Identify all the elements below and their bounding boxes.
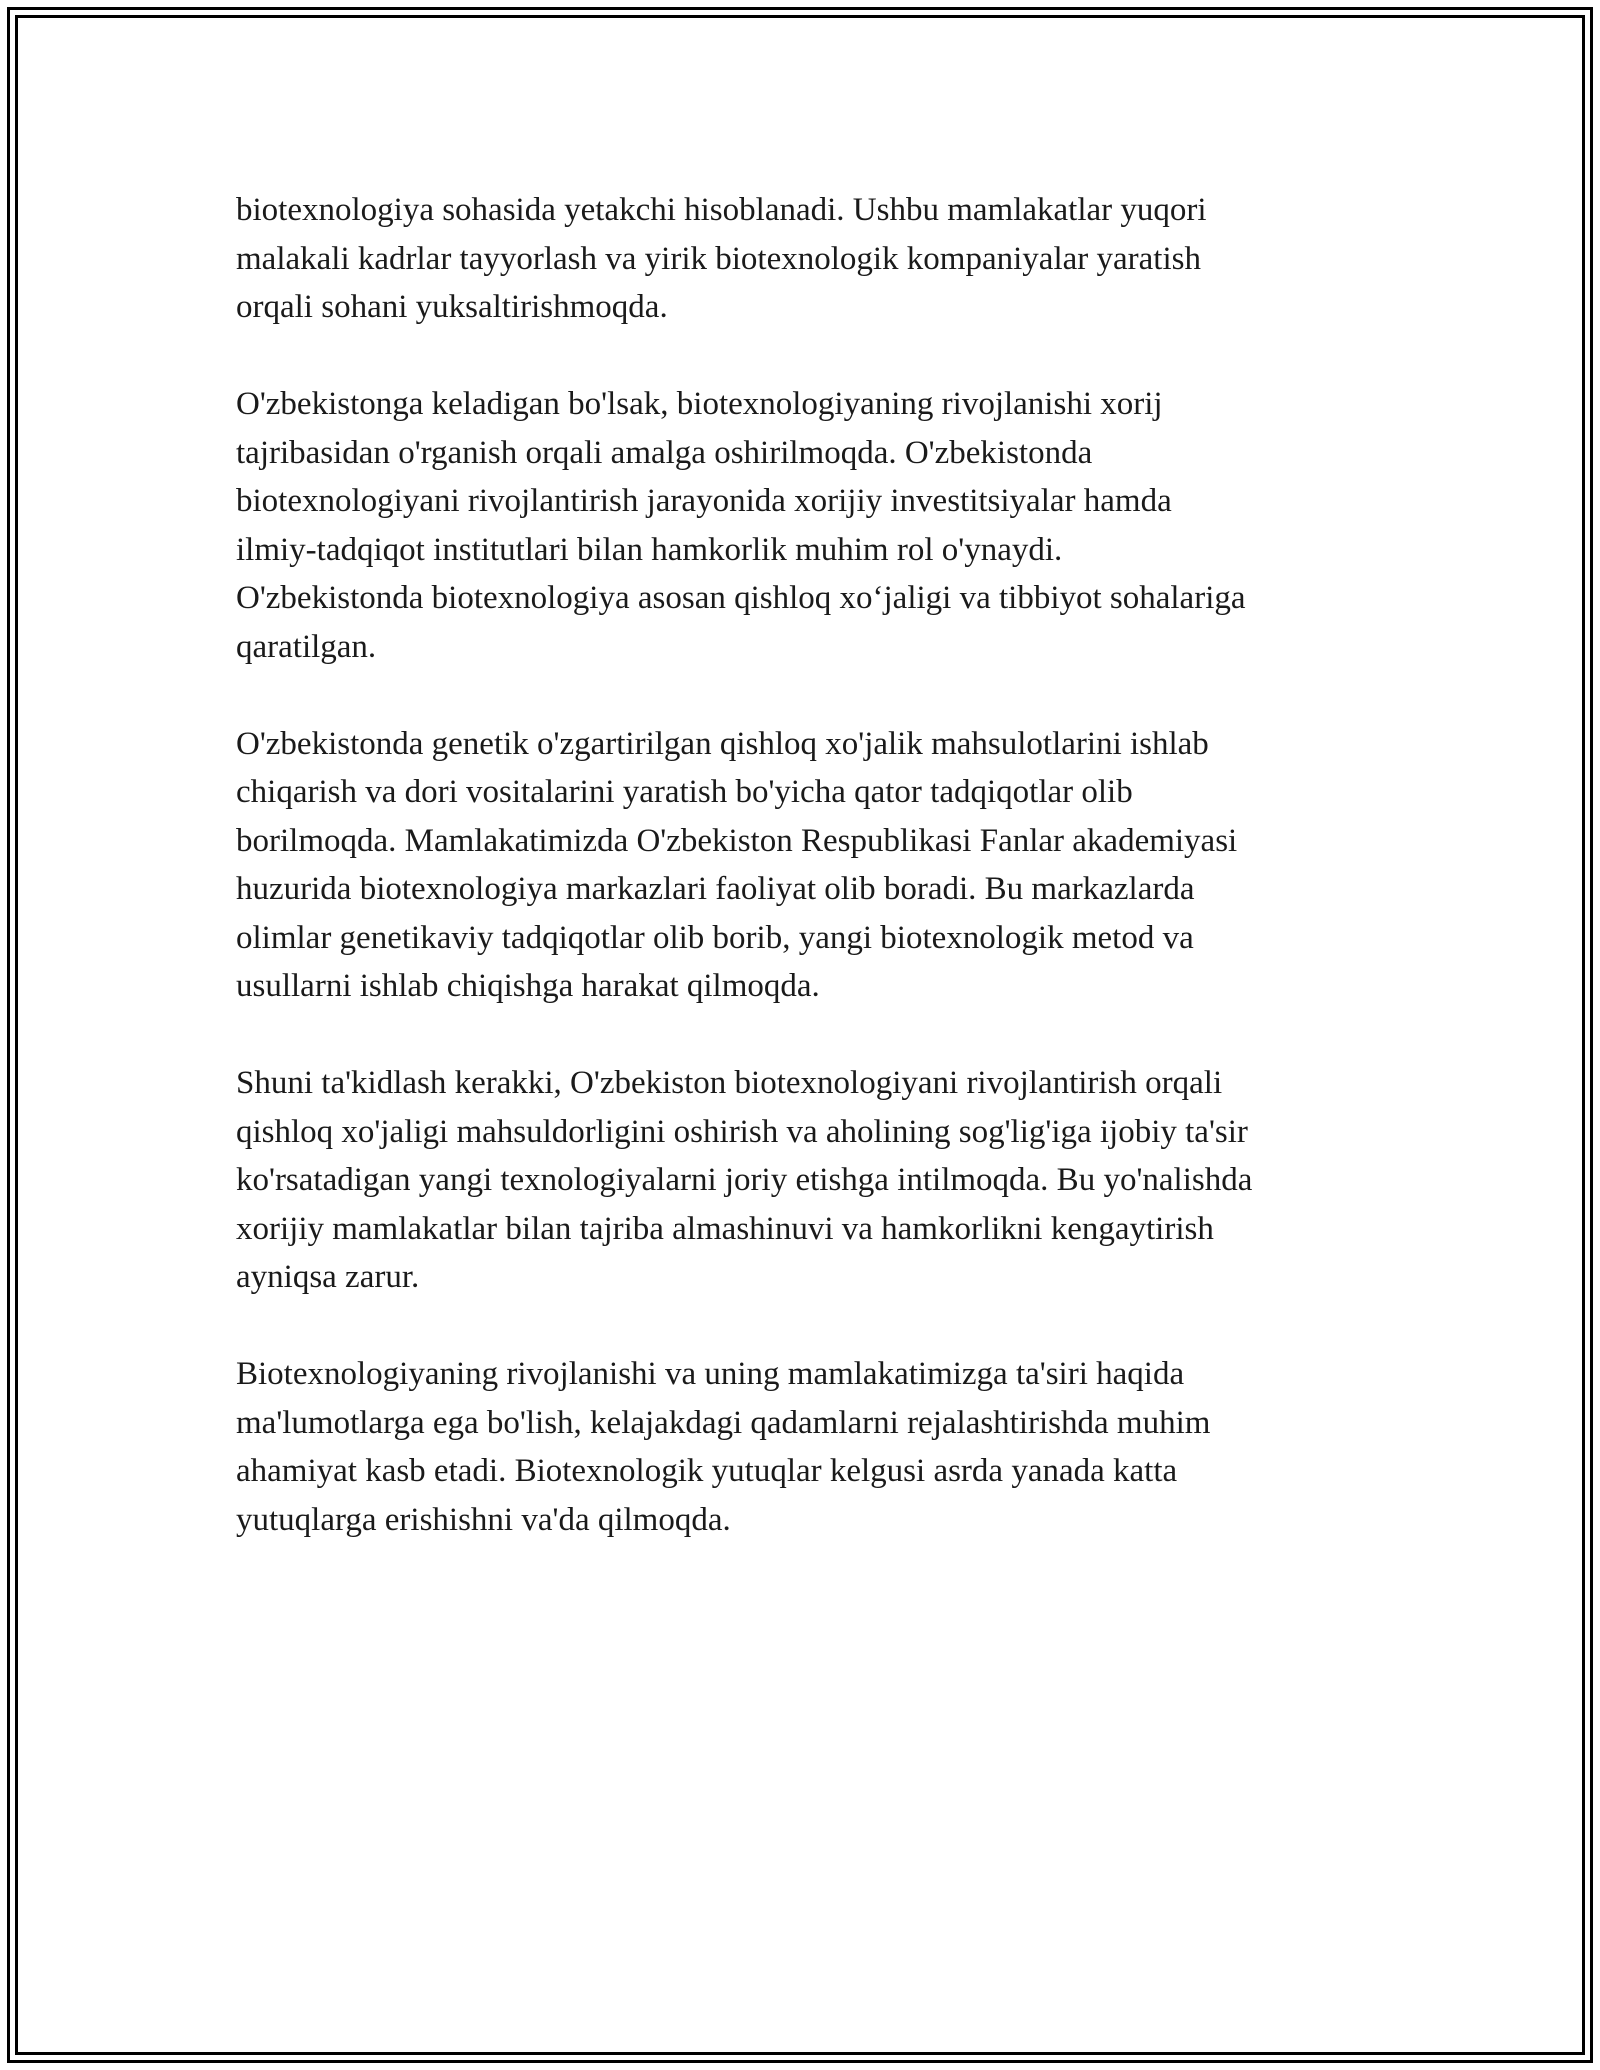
document-body <box>236 186 1386 1593</box>
paragraph-2 <box>236 380 1386 671</box>
text-line: O'zbekistonda genetik o'zgartirilgan qishloq xo'jalik mahsulotlarini ishlab <box>236 725 1209 762</box>
text-line: biotexnologiyani rivojlantirish jarayonida xorijiy investitsiyalar hamda <box>236 483 1172 519</box>
text-line: O'zbekistonga keladigan bo'lsak, biotexnologiyaning rivojlanishi xorij <box>236 386 1163 422</box>
text-line: ma'lumotlarga ega bo'lish, kelajakdagi qadamlarni rejalashtirishda muhim <box>236 1404 1211 1441</box>
text-line: tajribasidan o'rganish orqali amalga oshirilmoqda. O'zbekistonda <box>236 434 1093 471</box>
text-line: ayniqsa zarur. <box>236 1259 420 1295</box>
text-line: borilmoqda. Mamlakatimizda O'zbekiston Respublikasi Fanlar akademiyasi <box>236 822 1238 859</box>
text-line: usullarni ishlab chiqishga harakat qilmoqda. <box>236 968 820 1004</box>
text-line: ko'rsatadigan yangi texnologiyalarni joriy etishga intilmoqda. Bu yo'nalishda <box>236 1162 1253 1198</box>
text-line: malakali kadrlar tayyorlash va yirik biotexnologik kompaniyalar yaratish <box>236 240 1201 277</box>
text-line: Shuni ta'kidlash kerakki, O'zbekiston biotexnologiyani rivojlantirish orqali <box>236 1065 1223 1101</box>
text-line: huzurida biotexnologiya markazlari faoliyat olib boradi. Bu markazlarda <box>236 871 1195 907</box>
paragraph-1 <box>236 186 1386 332</box>
text-line: olimlar genetikaviy tadqiqotlar olib borib, yangi biotexnologik metod va <box>236 919 1194 956</box>
paragraph-4 <box>236 1059 1386 1302</box>
text-line: yutuqlarga erishishni va'da qilmoqda. <box>236 1501 731 1538</box>
text-line: Biotexnologiyaning rivojlanishi va uning mamlakatimizga ta'siri haqida <box>236 1356 1185 1392</box>
text-line: O'zbekistonda biotexnologiya asosan qishloq xo‘jaligi va tibbiyot sohalariga <box>236 580 1246 616</box>
text-line: orqali sohani yuksaltirishmoqda. <box>236 289 668 325</box>
paragraph-5 <box>236 1350 1386 1544</box>
text-line: qishloq xo'jaligi mahsuldorligini oshirish va aholining sog'lig'iga ijobiy ta'sir <box>236 1113 1248 1150</box>
text-line: xorijiy mamlakatlar bilan tajriba almashinuvi va hamkorlikni kengaytirish <box>236 1210 1214 1247</box>
text-line: chiqarish va dori vositalarini yaratish bo'yicha qator tadqiqotlar olib <box>236 774 1133 810</box>
text-line: biotexnologiya sohasida yetakchi hisoblanadi. Ushbu mamlakatlar yuqori <box>236 192 1207 228</box>
text-line: ahamiyat kasb etadi. Biotexnologik yutuqlar kelgusi asrda yanada katta <box>236 1453 1178 1489</box>
paragraph-3 <box>236 720 1386 1011</box>
text-line: ilmiy-tadqiqot institutlari bilan hamkorlik muhim rol o'ynaydi. <box>236 531 1063 568</box>
text-line: qaratilgan. <box>236 628 377 665</box>
